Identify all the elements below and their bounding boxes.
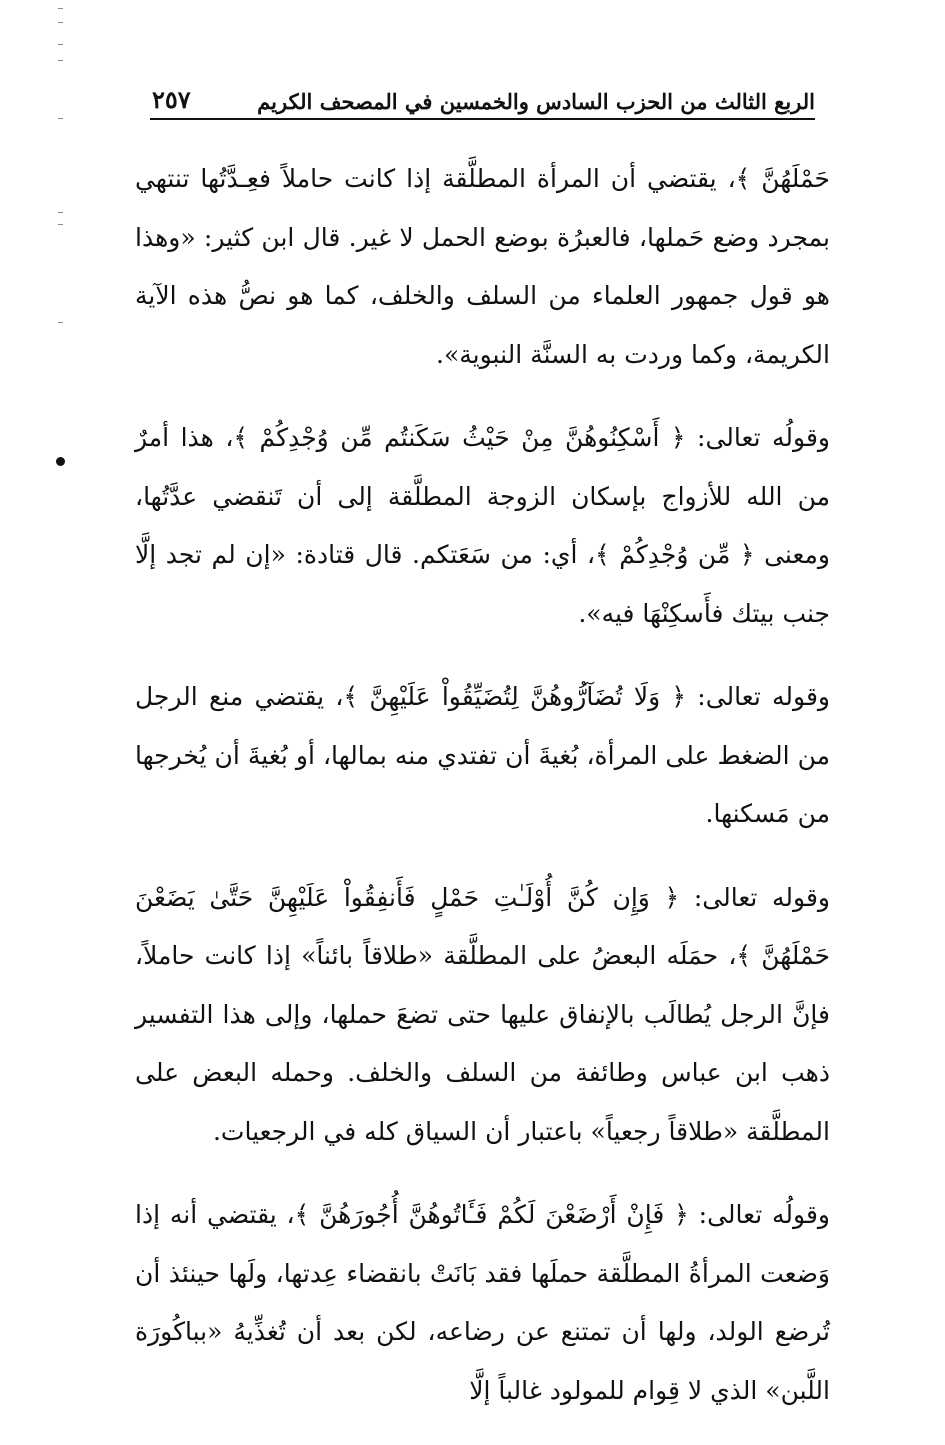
paragraph-5: وقولُه تعالى: ﴿ فَإِنْ أَرْضَعْنَ لَكُمْ فَـَٔاتُوهُنَّ أُجُورَهُنَّ ﴾، يقتضي أنه إذا وَضعت المرأةُ المطلَّقة حملَها فقد بَانَتْ بانقضاء عِدتها، ولَها حينئذ أن تُرضع الولد، ولها أن تمتنع عن رضاعه، لكن بعد أن تُغذِّيهُ «بباكُورَة اللَّبن» الذي لا قِوام للمولود غالباً إلَّا xyxy=(135,1200,830,1405)
running-title: الربع الثالث من الحزب السادس والخمسين في المصحف الكريم xyxy=(257,89,815,114)
page-header xyxy=(150,80,815,120)
scan-specks xyxy=(58,0,66,340)
paragraph-2: وقولُه تعالى: ﴿ أَسْكِنُوهُنَّ مِنْ حَيْثُ سَكَنتُم مِّن وُجْدِكُمْ ﴾، هذا أمرٌ من الله للأزواج بإسكان الزوجة المطلَّقة إلى أن تَنقضي عدَّتُها، ومعنى ﴿ مِّن وُجْدِكُمْ ﴾، أي: من سَعَتكم. قال قتادة: «إن لم تجد إلَّا جنب بيتك فأَسكِنْهَا فيه». xyxy=(135,423,830,628)
body-text xyxy=(135,150,830,1445)
paragraph-1: حَمْلَهُنَّ ﴾، يقتضي أن المرأة المطلَّقة إذا كانت حاملاً فعِـدَّتُها تنتهي بمجرد وضع حَملها، فالعبرُة بوضع الحمل لا غير. قال ابن كثير: «وهذا هو قول جمهور العلماء من السلف والخلف، كما هو نصُّ هذه الآية الكريمة، وكما وردت به السنَّة النبوية». xyxy=(135,164,830,369)
page-number: ٢٥٧ xyxy=(152,85,191,114)
margin-dot xyxy=(56,457,65,466)
paragraph-4: وقوله تعالى: ﴿ وَإِن كُنَّ أُوْلَـٰتِ حَمْلٍ فَأَنفِقُواْ عَلَيْهِنَّ حَتَّىٰ يَضَعْنَ حَمْلَهُنَّ ﴾، حمَلَه البعضُ على المطلَّقة «طلاقاً بائناً» إذا كانت حاملاً، فإنَّ الرجل يُطالَب بالإنفاق عليها حتى تضعَ حملها، وإلى هذا التفسير ذهب ابن عباس وطائفة من السلف والخلف. وحمله البعض على المطلَّقة «طلاقاً رجعياً» باعتبار أن السياق كله في الرجعيات. xyxy=(135,882,830,1146)
paragraph-3: وقوله تعالى: ﴿ وَلَا تُضَآرُّوهُنَّ لِتُضَيِّقُواْ عَلَيْهِنَّ ﴾، يقتضي منع الرجل من الضغط على المرأة، بُغيةَ أن تفتدي منه بمالها، أو بُغيةَ أن يُخرجها من مَسكنها. xyxy=(135,682,830,828)
